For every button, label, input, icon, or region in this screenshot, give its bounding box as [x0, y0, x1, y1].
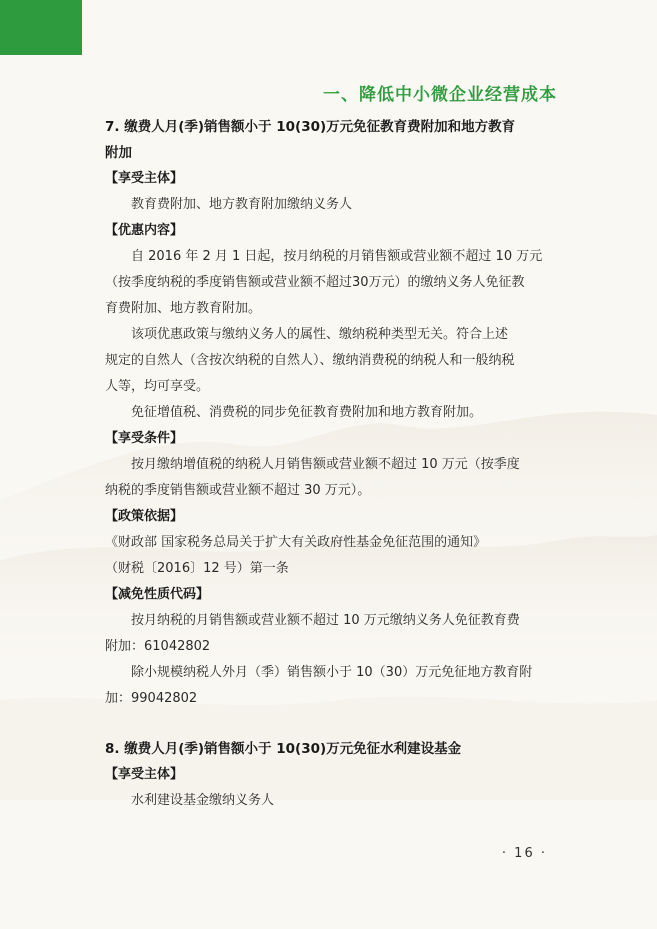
item-7-title-cont: 附加	[105, 145, 132, 161]
item-7-subject-text: 教育费附加、地方教育附加缴纳义务人	[131, 197, 353, 212]
item-7-code-p1-line: 附加：61042802	[105, 639, 211, 654]
item-7-basis-label: 【政策依据】	[105, 509, 184, 524]
item-7-code-label: 【减免性质代码】	[105, 587, 210, 602]
item-7-code-p2-line: 加：99042802	[105, 691, 198, 706]
item-7-content-p1-line: 自 2016 年 2 月 1 日起，按月纳税的月销售额或营业额不超过 10 万元	[131, 249, 543, 264]
item-7-subject-label: 【享受主体】	[105, 171, 184, 186]
item-7-content-p1-line: 育费附加、地方教育附加。	[105, 301, 262, 316]
item-7-code-p1-line: 按月纳税的月销售额或营业额不超过 10 万元缴纳义务人免征教育费	[131, 613, 520, 628]
section-title: 一、降低中小微企业经营成本	[323, 85, 557, 105]
item-7-condition-line: 按月缴纳增值税的纳税人月销售额或营业额不超过 10 万元（按季度	[131, 457, 520, 472]
item-7-basis-line: 《财政部 国家税务总局关于扩大有关政府性基金免征范围的通知》	[105, 535, 487, 550]
item-7-basis-line: （财税〔2016〕12 号）第一条	[105, 561, 289, 576]
item-8-subject-text: 水利建设基金缴纳义务人	[131, 793, 275, 808]
item-8-subject-label: 【享受主体】	[105, 767, 184, 782]
page-number: · 16 ·	[501, 846, 547, 861]
item-7-content-label: 【优惠内容】	[105, 223, 184, 238]
header-color-bar	[0, 0, 82, 55]
item-7-condition-line: 纳税的季度销售额或营业额不超过 30 万元）。	[105, 483, 371, 498]
item-7-content-p3: 免征增值税、消费税的同步免征教育费附加和地方教育附加。	[131, 405, 483, 420]
item-7-code-p2-line: 除小规模纳税人外月（季）销售额小于 10（30）万元免征地方教育附	[131, 665, 533, 680]
item-7-condition-label: 【享受条件】	[105, 431, 184, 446]
item-7-title: 7. 缴费人月(季)销售额小于 10(30)万元免征教育费附加和地方教育	[105, 119, 516, 135]
item-7-content-p1-line: （按季度纳税的季度销售额或营业额不超过30万元）的缴纳义务人免征教	[105, 275, 525, 290]
spacer	[105, 712, 565, 736]
item-7-content-p2-line: 规定的自然人（含按次纳税的自然人）、缴纳消费税的纳税人和一般纳税	[105, 353, 515, 368]
item-7-content-p2-line: 人等，均可享受。	[105, 379, 210, 394]
page-content	[105, 114, 565, 814]
item-7-content-p2-line: 该项优惠政策与缴纳义务人的属性、缴纳税种类型无关。符合上述	[131, 327, 509, 342]
item-8-title: 8. 缴费人月(季)销售额小于 10(30)万元免征水利建设基金	[105, 741, 462, 757]
